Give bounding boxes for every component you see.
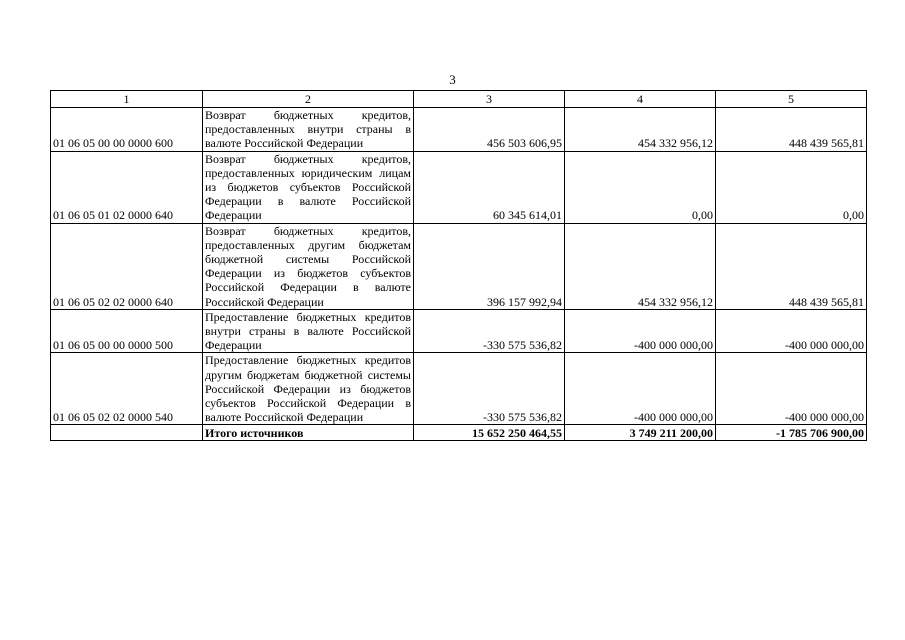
total-col5-cell: -1 785 706 900,00: [716, 425, 867, 441]
amount-col4-cell: 0,00: [565, 151, 716, 223]
column-header-2: 2: [203, 91, 414, 108]
amount-col4-cell: -400 000 000,00: [565, 353, 716, 425]
amount-col4-cell: 454 332 956,12: [565, 223, 716, 309]
item-name-cell: Возврат бюджетных кредитов, предоставленных юридическим лицам из бюджетов субъектов Российской Федерации в валюте Российской Федерации: [203, 151, 414, 223]
total-col3-cell: 15 652 250 464,55: [414, 425, 565, 441]
table-row: [51, 223, 867, 309]
amount-col3-cell: 456 503 606,95: [414, 108, 565, 152]
table-row: [51, 353, 867, 425]
item-name-cell: Предоставление бюджетных кредитов другим бюджетам бюджетной системы Российской Федерации из бюджетов субъектов Российской Федерации в валюте Российской Федерации: [203, 353, 414, 425]
total-row: [51, 425, 867, 441]
amount-col5-cell: 448 439 565,81: [716, 223, 867, 309]
amount-col4-cell: 454 332 956,12: [565, 108, 716, 152]
item-name-cell: Предоставление бюджетных кредитов внутри страны в валюте Российской Федерации: [203, 309, 414, 353]
column-header-5: 5: [716, 91, 867, 108]
column-header-3: 3: [414, 91, 565, 108]
amount-col5-cell: -400 000 000,00: [716, 309, 867, 353]
table-row: [51, 108, 867, 152]
column-header-4: 4: [565, 91, 716, 108]
amount-col5-cell: 0,00: [716, 151, 867, 223]
amount-col5-cell: -400 000 000,00: [716, 353, 867, 425]
page-number: 3: [449, 72, 456, 87]
total-col4-cell: 3 749 211 200,00: [565, 425, 716, 441]
budget-code-cell: 01 06 05 02 02 0000 540: [51, 353, 203, 425]
table-row: [51, 309, 867, 353]
budget-code-cell: 01 06 05 00 00 0000 500: [51, 309, 203, 353]
amount-col3-cell: 60 345 614,01: [414, 151, 565, 223]
budget-code-cell: 01 06 05 01 02 0000 640: [51, 151, 203, 223]
total-label: Итого источников: [203, 425, 414, 441]
amount-col3-cell: 396 157 992,94: [414, 223, 565, 309]
amount-col3-cell: -330 575 536,82: [414, 309, 565, 353]
table-header-row: [51, 91, 867, 108]
total-code-cell: [51, 425, 203, 441]
budget-sources-table: [50, 90, 867, 441]
column-header-1: 1: [51, 91, 203, 108]
amount-col3-cell: -330 575 536,82: [414, 353, 565, 425]
amount-col4-cell: -400 000 000,00: [565, 309, 716, 353]
budget-code-cell: 01 06 05 00 00 0000 600: [51, 108, 203, 152]
item-name-cell: Возврат бюджетных кредитов, предоставленных внутри страны в валюте Российской Федерации: [203, 108, 414, 152]
amount-col5-cell: 448 439 565,81: [716, 108, 867, 152]
item-name-cell: Возврат бюджетных кредитов, предоставленных другим бюджетам бюджетной системы Российской Федерации из бюджетов субъектов Российской Федерации в валюте Российской Федерации: [203, 223, 414, 309]
table-row: [51, 151, 867, 223]
budget-code-cell: 01 06 05 02 02 0000 640: [51, 223, 203, 309]
